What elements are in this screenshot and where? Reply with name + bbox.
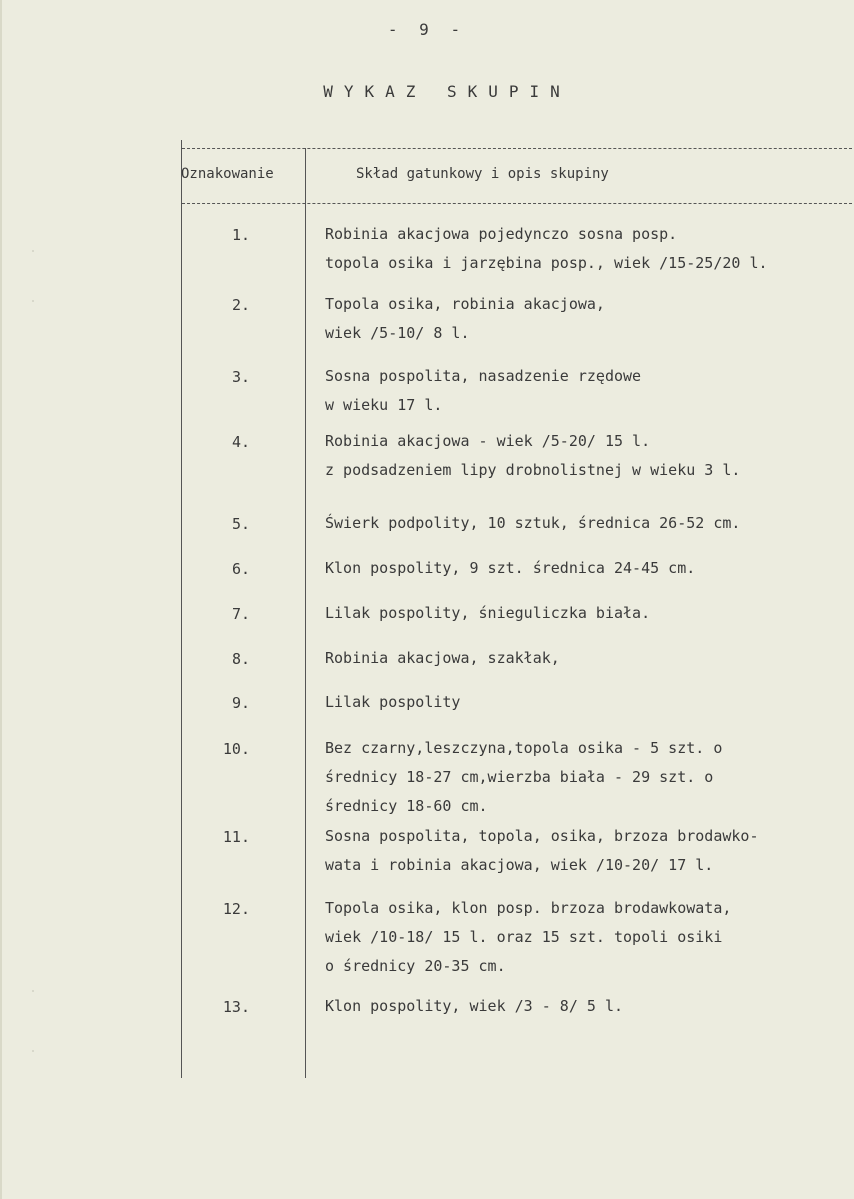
description-line: wiek /5-10/ 8 l. <box>325 324 470 342</box>
row-marking: 10. <box>222 740 250 758</box>
description-line: Topola osika, robinia akacjowa, <box>325 295 605 313</box>
row-description <box>325 599 650 628</box>
description-line: Robinia akacjowa - wiek /5-20/ 15 l. <box>325 432 651 450</box>
description-line: Klon pospolity, wiek /3 - 8/ 5 l. <box>325 997 624 1015</box>
table-column-divider <box>305 148 306 1078</box>
row-marking: 12. <box>222 900 250 918</box>
row-marking: 3. <box>231 368 250 386</box>
description-line: z podsadzeniem lipy drobnolistnej w wieku 3 l. <box>325 461 741 479</box>
row-marking: 1. <box>231 226 250 244</box>
description-line: Świerk podpolity, 10 sztuk, średnica 26-52 cm. <box>325 514 741 532</box>
row-marking: 7. <box>231 605 250 623</box>
row-description <box>325 220 768 278</box>
row-description <box>325 644 560 673</box>
row-description <box>325 427 740 485</box>
row-description <box>325 822 758 880</box>
description-line: w wieku 17 l. <box>325 396 443 414</box>
description-line: wata i robinia akacjowa, wiek /10-20/ 17 l. <box>325 856 714 874</box>
row-description <box>325 290 605 348</box>
row-marking: 13. <box>222 998 250 1016</box>
column-header-marking: Oznakowanie <box>181 166 274 182</box>
page-number: - 9 - <box>387 20 467 39</box>
description-line: Topola osika, klon posp. brzoza brodawkowata, <box>325 899 732 917</box>
description-line: średnicy 18-60 cm. <box>325 797 488 815</box>
description-line: Sosna pospolita, nasadzenie rzędowe <box>325 367 642 385</box>
description-line: Lilak pospolity <box>325 693 461 711</box>
margin-mark: ˙ <box>30 1050 37 1061</box>
description-line: średnicy 18-27 cm,wierzba biała - 29 szt. o <box>325 768 714 786</box>
table-header-rule <box>182 203 852 204</box>
row-description <box>325 894 731 981</box>
description-line: Lilak pospolity, śnieguliczka biała. <box>325 604 651 622</box>
margin-mark: ˙ <box>30 300 37 311</box>
document-title: WYKAZ SKUPIN <box>323 82 571 101</box>
column-header-composition: Skład gatunkowy i opis skupiny <box>356 166 609 182</box>
margin-mark: ˙ <box>30 990 37 1001</box>
row-marking: 11. <box>222 828 250 846</box>
row-marking: 2. <box>231 296 250 314</box>
row-marking: 6. <box>231 560 250 578</box>
row-description <box>325 362 641 420</box>
table-top-rule <box>182 148 852 149</box>
row-marking: 5. <box>231 515 250 533</box>
description-line: Klon pospolity, 9 szt. średnica 24-45 cm. <box>325 559 696 577</box>
description-line: Robinia akacjowa pojedynczo sosna posp. <box>325 225 678 243</box>
row-marking: 9. <box>231 694 250 712</box>
description-line: Bez czarny,leszczyna,topola osika - 5 szt. o <box>325 739 723 757</box>
description-line: wiek /10-18/ 15 l. oraz 15 szt. topoli osiki <box>325 928 723 946</box>
row-description <box>325 509 740 538</box>
description-line: Sosna pospolita, topola, osika, brzoza brodawko- <box>325 827 759 845</box>
row-description <box>325 688 460 717</box>
description-line: o średnicy 20-35 cm. <box>325 957 506 975</box>
row-description <box>325 734 722 821</box>
description-line: Robinia akacjowa, szakłak, <box>325 649 560 667</box>
row-marking: 8. <box>231 650 250 668</box>
page-edge <box>0 0 2 1199</box>
row-marking: 4. <box>231 433 250 451</box>
row-description <box>325 992 623 1021</box>
row-description <box>325 554 695 583</box>
description-line: topola osika i jarzębina posp., wiek /15-25/20 l. <box>325 254 768 272</box>
margin-mark: ˙ <box>30 250 37 261</box>
